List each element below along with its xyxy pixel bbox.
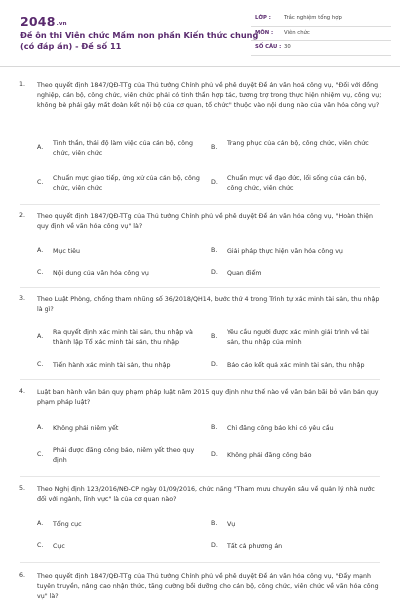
question-1 bbox=[0, 81, 400, 110]
question-number: 5. bbox=[19, 485, 26, 492]
option-text: Không phải niêm yết bbox=[53, 425, 119, 432]
logo-text: 2048 bbox=[20, 14, 56, 29]
option-text: Chỉ đăng công báo khi có yêu cầu bbox=[227, 425, 334, 432]
option-text: Tổng cục bbox=[53, 521, 82, 528]
option-label: B. bbox=[211, 144, 218, 151]
question-number: 6. bbox=[19, 572, 26, 579]
question-text: Luật ban hành văn bản quy phạm pháp luật năm 2015 quy định như thế nào về văn bản bãi bỏ văn bản quy phạm pháp luật? bbox=[37, 389, 379, 406]
question-divider bbox=[20, 562, 380, 563]
option-text: Mục tiêu bbox=[53, 248, 80, 255]
option-text: Tinh thần, thái độ làm việc của cán bộ, công chức, viên chức bbox=[53, 140, 193, 157]
option-label: D. bbox=[211, 179, 218, 186]
option-label: D. bbox=[211, 542, 218, 549]
option-label: B. bbox=[211, 520, 218, 527]
question-6 bbox=[0, 572, 400, 600]
meta-value: Trắc nghiệm tổng hợp bbox=[284, 15, 342, 21]
meta-key: SỐ CÂU : bbox=[255, 44, 282, 50]
question-text: Theo quyết định 1847/QĐ-TTg của Thủ tướng Chính phủ về phê duyệt Đề án văn hoá công vụ, "Đối với đồng nghiệp, cán bộ, công chức, viên chức phải có tinh thần hợp tác, tương trợ trong thực hiện nhiệm vụ, công vụ; không bè phái gây mất đoàn kết nội bộ của cơ quan, tổ chức" thuộc vào nội dung nào của văn hóa công vụ? bbox=[37, 82, 382, 109]
option-label: C. bbox=[37, 269, 44, 276]
option-label: D. bbox=[211, 361, 218, 368]
question-divider bbox=[20, 379, 380, 380]
option-text: Tất cả phương án bbox=[227, 543, 283, 550]
meta-value: Viên chức bbox=[284, 29, 310, 36]
question-5 bbox=[0, 485, 400, 505]
option-label: A. bbox=[37, 424, 44, 431]
question-2 bbox=[0, 212, 400, 232]
question-number: 4. bbox=[19, 388, 26, 395]
header-divider bbox=[0, 66, 400, 67]
option-text: Yêu cầu người được xác minh giải trình về tài sản, thu nhập của mình bbox=[227, 329, 369, 346]
option-label: A. bbox=[37, 333, 44, 340]
meta-row-count bbox=[251, 41, 391, 56]
option-text: Ra quyết định xác minh tài sản, thu nhập và thành lập Tổ xác minh tài sản, thu nhập bbox=[53, 329, 193, 346]
question-text: Theo quyết định 1847/QĐ-TTg của Thủ tướng Chính phủ về phê duyệt Đề án văn hóa công vụ, "Đẩy mạnh tuyên truyền, nâng cao nhận thức, tăng cường bồi dưỡng cho cán bộ, công chức, viên chức về văn hóa công vụ" là? bbox=[37, 573, 379, 600]
question-text: Theo Nghị định 123/2016/NĐ-CP ngày 01/09/2016, chức năng "Tham mưu chuyên sâu về quản lý nhà nước đối với ngành, lĩnh vực" là của cơ quan nào? bbox=[37, 486, 375, 503]
option-label: C. bbox=[37, 179, 44, 186]
option-label: D. bbox=[211, 451, 218, 458]
document-meta bbox=[251, 12, 391, 56]
option-text: Giải pháp thực hiện văn hóa công vụ bbox=[227, 248, 343, 255]
question-number: 1. bbox=[19, 81, 26, 88]
question-divider bbox=[20, 476, 380, 477]
option-text: Báo cáo kết quả xác minh tài sản, thu nhập bbox=[227, 362, 365, 369]
option-label: B. bbox=[211, 424, 218, 431]
option-label: C. bbox=[37, 542, 44, 549]
option-text: Không phải đăng công báo bbox=[227, 452, 312, 459]
meta-key: LỚP : bbox=[255, 15, 271, 21]
option-text: Tiến hành xác minh tài sản, thu nhập bbox=[53, 362, 171, 369]
option-label: C. bbox=[37, 451, 44, 458]
question-text: Theo quyết định 1847/QĐ-TTg của Thủ tướng Chính phủ về phê duyệt Đề án văn hóa công vụ, "Hoàn thiện quy định về văn hóa công vụ" là? bbox=[37, 213, 374, 230]
option-text: Vụ bbox=[227, 521, 236, 528]
option-text: Chuẩn mực giao tiếp, ứng xử của cán bộ, công chức, viên chức bbox=[53, 175, 200, 192]
option-text: Phải được đăng công báo, niêm yết theo quy định bbox=[53, 447, 195, 464]
question-text: Theo Luật Phòng, chống tham nhũng số 36/2018/QH14, bước thứ 4 trong Trình tự xác minh tài sản, thu nhập là gì? bbox=[37, 296, 380, 313]
question-divider bbox=[20, 287, 380, 288]
option-label: C. bbox=[37, 361, 44, 368]
question-number: 3. bbox=[19, 295, 26, 302]
question-number: 2. bbox=[19, 212, 26, 219]
meta-value: 30 bbox=[284, 44, 291, 50]
option-text: Quan điểm bbox=[227, 270, 262, 277]
option-label: D. bbox=[211, 269, 218, 276]
option-label: A. bbox=[37, 144, 44, 151]
site-logo[interactable] bbox=[20, 14, 67, 29]
question-3 bbox=[0, 295, 400, 315]
meta-key: MÔN : bbox=[255, 29, 274, 36]
option-text: Nội dung của văn hóa công vụ bbox=[53, 270, 149, 277]
question-divider bbox=[20, 204, 380, 205]
option-text: Cục bbox=[53, 543, 65, 550]
document-title: Đề ôn thi Viên chức Mầm non phần Kiến thức chung (có đáp án) - Đề số 11 bbox=[20, 30, 259, 51]
option-label: B. bbox=[211, 247, 218, 254]
option-label: A. bbox=[37, 247, 44, 254]
option-label: B. bbox=[211, 333, 218, 340]
document-header bbox=[0, 0, 400, 66]
option-label: A. bbox=[37, 520, 44, 527]
option-text: Chuẩn mực về đạo đức, lối sống của cán bộ, công chức, viên chức bbox=[227, 175, 367, 192]
meta-row-class bbox=[251, 12, 391, 27]
option-text: Trang phục của cán bộ, công chức, viên chức bbox=[227, 140, 369, 147]
question-4 bbox=[0, 388, 400, 408]
logo-suffix: .vn bbox=[56, 21, 67, 27]
meta-row-subject bbox=[251, 27, 391, 42]
